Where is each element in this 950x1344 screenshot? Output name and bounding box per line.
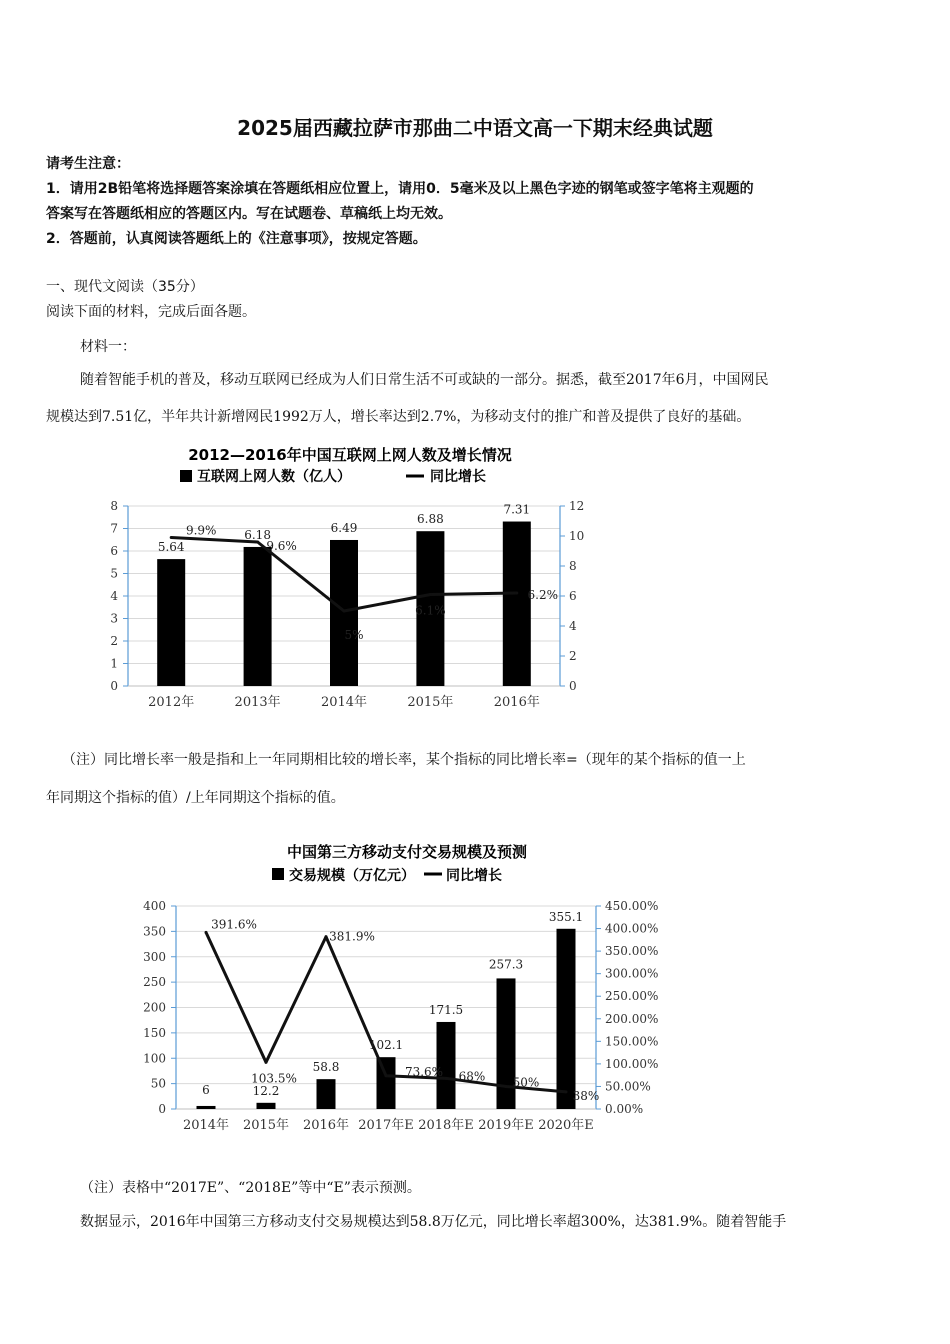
y-tick-label: 1 <box>110 656 118 671</box>
chart1-legend-line: 同比增长 <box>430 469 486 485</box>
growth-point <box>385 1074 388 1077</box>
growth-point <box>170 536 173 539</box>
y2-tick-label: 12 <box>569 499 585 513</box>
x-tick-label: 2015年 <box>407 695 454 710</box>
chart2-legend-bar: 交易规模（万亿元） <box>289 868 415 884</box>
section-heading: 一、现代文阅读（35分） <box>46 279 204 295</box>
y2-tick-label: 250.00% <box>605 989 659 1004</box>
chart2-legend-line: 同比增长 <box>446 868 502 884</box>
x-tick-label: 2019年E <box>478 1118 534 1133</box>
internet-users-chart <box>0 440 950 730</box>
y-tick-label: 6 <box>110 544 118 558</box>
growth-point <box>445 1077 448 1080</box>
x-tick-label: 2018年E <box>418 1118 474 1133</box>
y2-tick-label: 200.00% <box>605 1011 659 1026</box>
y2-tick-label: 10 <box>569 529 585 543</box>
y-tick-label: 200 <box>143 1000 166 1015</box>
y2-tick-label: 0.00% <box>605 1102 644 1116</box>
bar-data-label: 355.1 <box>548 909 584 924</box>
growth-point <box>565 1090 568 1093</box>
bar <box>557 929 576 1109</box>
bar <box>197 1106 216 1109</box>
line-data-label: 5% <box>344 628 364 642</box>
y2-tick-label: 50.00% <box>605 1079 651 1094</box>
growth-point <box>205 931 208 934</box>
bar <box>503 522 531 686</box>
chart1-legend-bar: 互联网上网人数（亿人） <box>197 469 351 485</box>
notice-heading: 请考生注意： <box>46 156 130 172</box>
y-tick-label: 300 <box>143 949 166 964</box>
x-tick-label: 2020年E <box>538 1118 594 1133</box>
line-data-label: 50% <box>512 1075 540 1090</box>
mobile-payment-chart <box>0 835 950 1145</box>
y-tick-label: 2 <box>110 634 118 648</box>
bar-data-label: 58.8 <box>312 1060 340 1075</box>
bar <box>377 1057 396 1109</box>
y-tick-label: 400 <box>143 899 166 913</box>
line-data-label: 73.6% <box>404 1064 444 1079</box>
y-tick-label: 3 <box>110 611 118 626</box>
y-tick-label: 0 <box>158 1102 166 1116</box>
y2-tick-label: 100.00% <box>605 1056 659 1071</box>
material-label: 材料一： <box>80 339 136 355</box>
line-data-label: 6.1% <box>415 603 446 618</box>
chart2-title: 中国第三方移动支付交易规模及预测 <box>286 843 528 861</box>
chart2-legend-bar-swatch <box>272 868 284 880</box>
bar-data-label: 257.3 <box>488 957 524 972</box>
x-tick-label: 2013年 <box>234 695 281 710</box>
growth-point <box>325 935 328 938</box>
paragraph-2: 数据显示，2016年中国第三方移动支付交易规模达到58.8万亿元，同比增长率超300%，达381.9%。随着智能手 <box>80 1214 787 1230</box>
document-title: 2025届西藏拉萨市那曲二中语文高一下期末经典试题 <box>237 116 713 140</box>
paragraph-1a: 随着智能手机的普及，移动互联网已经成为人们日常生活不可或缺的一部分。据悉，截至2017年6月，中国网民 <box>80 372 769 388</box>
bar-data-label: 102.1 <box>368 1038 404 1053</box>
y-tick-label: 4 <box>110 589 118 603</box>
x-tick-label: 2014年 <box>320 695 368 710</box>
line-data-label: 6.2% <box>527 588 559 602</box>
note-1b: 年同期这个指标的值）/上年同期这个指标的值。 <box>46 790 345 806</box>
instruction-text: 阅读下面的材料，完成后面各题。 <box>46 304 256 320</box>
bar-data-label: 171.5 <box>428 1002 464 1017</box>
x-tick-label: 2017年E <box>358 1118 414 1133</box>
y2-tick-label: 400.00% <box>605 921 659 936</box>
line-data-label: 391.6% <box>211 917 257 932</box>
x-tick-label: 2015年 <box>242 1118 290 1133</box>
bar <box>317 1079 336 1109</box>
bar-data-label: 6 <box>202 1082 210 1097</box>
bar-data-label: 6.18 <box>244 527 271 542</box>
bar <box>330 540 358 686</box>
bar-data-label: 6.49 <box>330 520 358 535</box>
y-tick-label: 0 <box>110 679 118 693</box>
y2-tick-label: 6 <box>569 589 577 603</box>
bar-data-label: 7.31 <box>503 502 531 517</box>
notice-item-1a: 1．请用2B铅笔将选择题答案涂填在答题纸相应位置上，请用0．5毫米及以上黑色字迹的钢笔或签字笔将主观题的 <box>46 181 754 197</box>
y-tick-label: 50 <box>150 1076 166 1091</box>
growth-point <box>505 1085 508 1088</box>
y2-tick-label: 150.00% <box>605 1034 659 1049</box>
bar <box>244 547 272 686</box>
y-tick-label: 350 <box>143 924 166 939</box>
y2-tick-label: 450.00% <box>605 899 659 913</box>
x-tick-label: 2014年 <box>182 1118 230 1133</box>
x-tick-label: 2016年 <box>302 1118 350 1133</box>
y-tick-label: 250 <box>143 975 166 990</box>
bar-data-label: 12.2 <box>252 1083 280 1098</box>
x-tick-label: 2012年 <box>148 695 195 710</box>
line-data-label: 68% <box>458 1069 486 1084</box>
chart1-title: 2012—2016年中国互联网上网人数及增长情况 <box>188 446 512 464</box>
line-data-label: 9.9% <box>185 523 217 538</box>
y-tick-label: 8 <box>110 499 118 513</box>
note-1a: （注）同比增长率一般是指和上一年同期相比较的增长率，某个指标的同比增长率=（现年的某个指标的值一上 <box>62 752 746 768</box>
y2-tick-label: 300.00% <box>605 966 659 981</box>
bar <box>157 559 185 686</box>
y-tick-label: 7 <box>110 521 118 536</box>
line-data-label: 38% <box>572 1088 600 1103</box>
chart1-legend-bar-swatch <box>180 470 192 482</box>
bar-data-label: 6.88 <box>417 512 444 527</box>
y2-tick-label: 8 <box>569 559 577 573</box>
paragraph-1b: 规模达到7.51亿，半年共计新增网民1992万人，增长率达到2.7%，为移动支付的推广和普及提供了良好的基础。 <box>46 409 751 425</box>
growth-point <box>265 1061 268 1064</box>
bar <box>257 1103 276 1109</box>
y2-tick-label: 4 <box>569 619 577 633</box>
growth-point <box>515 592 518 595</box>
y-tick-label: 5 <box>110 566 118 581</box>
y2-tick-label: 350.00% <box>605 944 659 959</box>
y2-tick-label: 2 <box>569 649 577 663</box>
line-data-label: 381.9% <box>329 929 375 944</box>
y-tick-label: 150 <box>143 1025 166 1040</box>
bar-data-label: 5.64 <box>157 540 185 555</box>
notice-item-1b: 答案写在答题纸相应的答题区内。写在试题卷、草稿纸上均无效。 <box>46 206 452 222</box>
x-tick-label: 2016年 <box>493 695 540 710</box>
line-data-label: 103.5% <box>251 1071 297 1086</box>
notice-item-2: 2．答题前，认真阅读答题纸上的《注意事项》，按规定答题。 <box>46 231 427 247</box>
line-data-label: 9.6% <box>266 539 297 553</box>
note-2: （注）表格中“2017E”、“2018E”等中“E”表示预测。 <box>80 1180 421 1196</box>
growth-point <box>343 610 346 613</box>
growth-point <box>429 593 432 596</box>
y-tick-label: 100 <box>143 1051 166 1066</box>
y2-tick-label: 0 <box>569 679 577 693</box>
